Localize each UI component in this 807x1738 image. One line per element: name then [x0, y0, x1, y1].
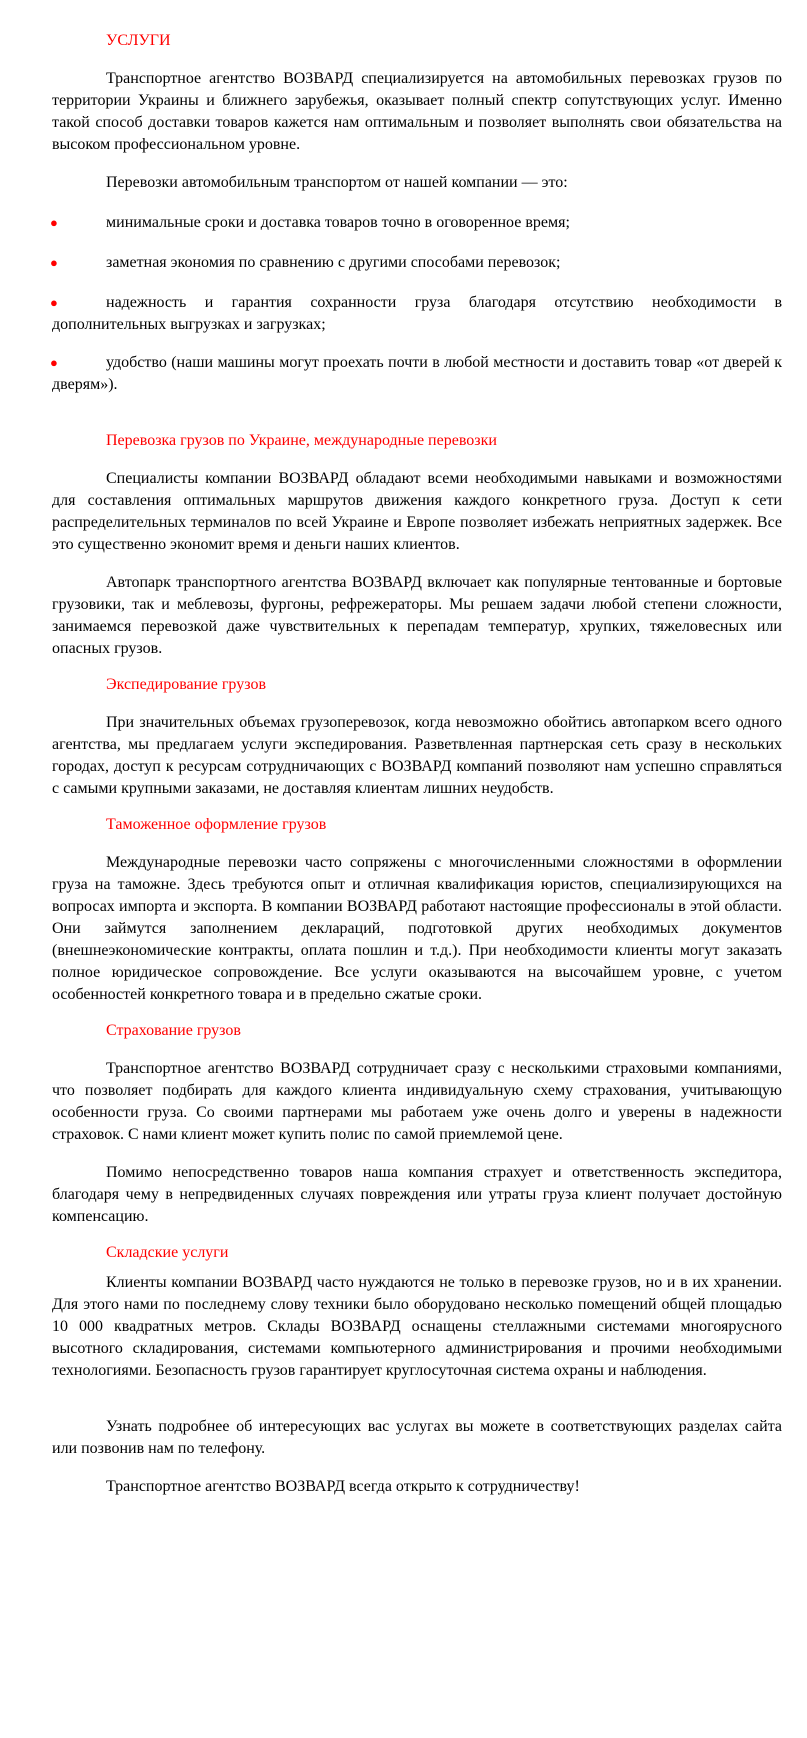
section-paragraph: Транспортное агентство ВОЗВАРД сотрудничает сразу с несколькими страховыми компаниями, что позволяет подбирать для каждого клиента индивидуальную схему страхования, учитывающую особенности груза. Со своими партнерами мы работаем уже очень долго и уверены в надежности страховок. С нами клиент может купить полис по самой приемлемой цене.: [52, 1060, 782, 1143]
closing-paragraph: Узнать подробнее об интересующих вас услугах вы можете в соответствующих разделах сайта или позвонив нам по телефону.: [52, 1418, 782, 1457]
section-heading-customs: Таможенное оформление грузов: [106, 816, 327, 833]
list-item: [52, 212, 782, 234]
document-page: [52, 30, 782, 1498]
section-heading-transport: Перевозка грузов по Украине, международные перевозки: [106, 432, 497, 449]
bullet-icon: ●: [50, 255, 58, 270]
bullet-icon: ●: [50, 215, 58, 230]
lead-paragraph: Перевозки автомобильным транспортом от нашей компании — это:: [106, 174, 568, 191]
section-heading-forwarding: Экспедирование грузов: [106, 676, 266, 693]
list-item-text: удобство (наши машины могут проехать почти в любой местности и доставить товар «от дверей к дверям»).: [52, 354, 782, 393]
bullet-icon: ●: [50, 355, 58, 370]
bullet-icon: ●: [50, 295, 58, 310]
section-paragraph: Помимо непосредственно товаров наша компания страхует и ответственность экспедитора, благодаря чему в непредвиденных случаях повреждения или утраты груза клиент получает достойную компенсацию.: [52, 1164, 782, 1225]
list-item: [52, 252, 782, 274]
list-item-text: заметная экономия по сравнению с другими способами перевозок;: [106, 254, 561, 271]
section-paragraph: При значительных объемах грузоперевозок, когда невозможно обойтись автопарком всего одного агентства, мы предлагаем услуги экспедирования. Разветвленная партнерская сеть сразу в нескольких городах, доступ к ресурсам сотрудничающих с ВОЗВАРД компаний позволяют нам успешно справляться с самыми крупными заказами, не доставляя клиентам лишних неудобств.: [52, 714, 782, 797]
section-paragraph: Международные перевозки часто сопряжены с многочисленными сложностями в оформлении груза на таможне. Здесь требуются опыт и отличная квалификация юристов, специализирующихся на вопросах импорта и экспорта. В компании ВОЗВАРД работают настоящие профессионалы в этой области. Они займутся заполнением деклараций, подготовкой других необходимых документов (внешнеэкономические контракты, оплата пошлин и т.д.). При необходимости клиенты могут заказать полное юридическое сопровождение. Все услуги оказываются на высочайшем уровне, с учетом особенностей конкретного товара и в предельно сжатые сроки.: [52, 854, 782, 1003]
closing-line: Транспортное агентство ВОЗВАРД всегда открыто к сотрудничеству!: [106, 1478, 580, 1495]
page-title: УСЛУГИ: [106, 32, 171, 49]
section-heading-insurance: Страхование грузов: [106, 1022, 241, 1039]
list-item: [52, 292, 782, 336]
section-heading-warehouse: Складские услуги: [106, 1244, 229, 1261]
section-paragraph: Специалисты компании ВОЗВАРД обладают всеми необходимыми навыками и возможностями для составления оптимальных маршрутов движения каждого конкретного груза. Доступ к сети распределительных терминалов по всей Украине и Европе позволяет избежать неприятных задержек. Все это существенно экономит время и деньги наших клиентов.: [52, 470, 782, 553]
section-paragraph: Автопарк транспортного агентства ВОЗВАРД включает как популярные тентованные и бортовые грузовики, так и меблевозы, фургоны, рефрежераторы. Мы решаем задачи любой степени сложности, занимаемся перевозкой даже чувствительных к перепадам температур, хрупких, тяжеловесных или опасных грузов.: [52, 574, 782, 657]
list-item-text: надежность и гарантия сохранности груза благодаря отсутствию необходимости в дополнительных выгрузках и загрузках;: [52, 294, 782, 333]
intro-paragraph: Транспортное агентство ВОЗВАРД специализируется на автомобильных перевозках грузов по территории Украины и ближнего зарубежья, оказывает полный спектр сопутствующих услуг. Именно такой способ доставки товаров кажется нам оптимальным и позволяет выполнять свои обязательства на высоком профессиональном уровне.: [52, 70, 782, 153]
section-paragraph: Клиенты компании ВОЗВАРД часто нуждаются не только в перевозке грузов, но и в их хранении. Для этого нами по последнему слову техники было оборудовано несколько помещений общей площадью 10 000 квадратных метров. Склады ВОЗВАРД оснащены стеллажными системами многоярусного высотного складирования, системами компьютерного администрирования и прочими необходимыми технологиями. Безопасность грузов гарантирует круглосуточная система охраны и наблюдения.: [52, 1274, 782, 1379]
list-item-text: минимальные сроки и доставка товаров точно в оговоренное время;: [106, 214, 570, 231]
list-item: [52, 352, 782, 396]
